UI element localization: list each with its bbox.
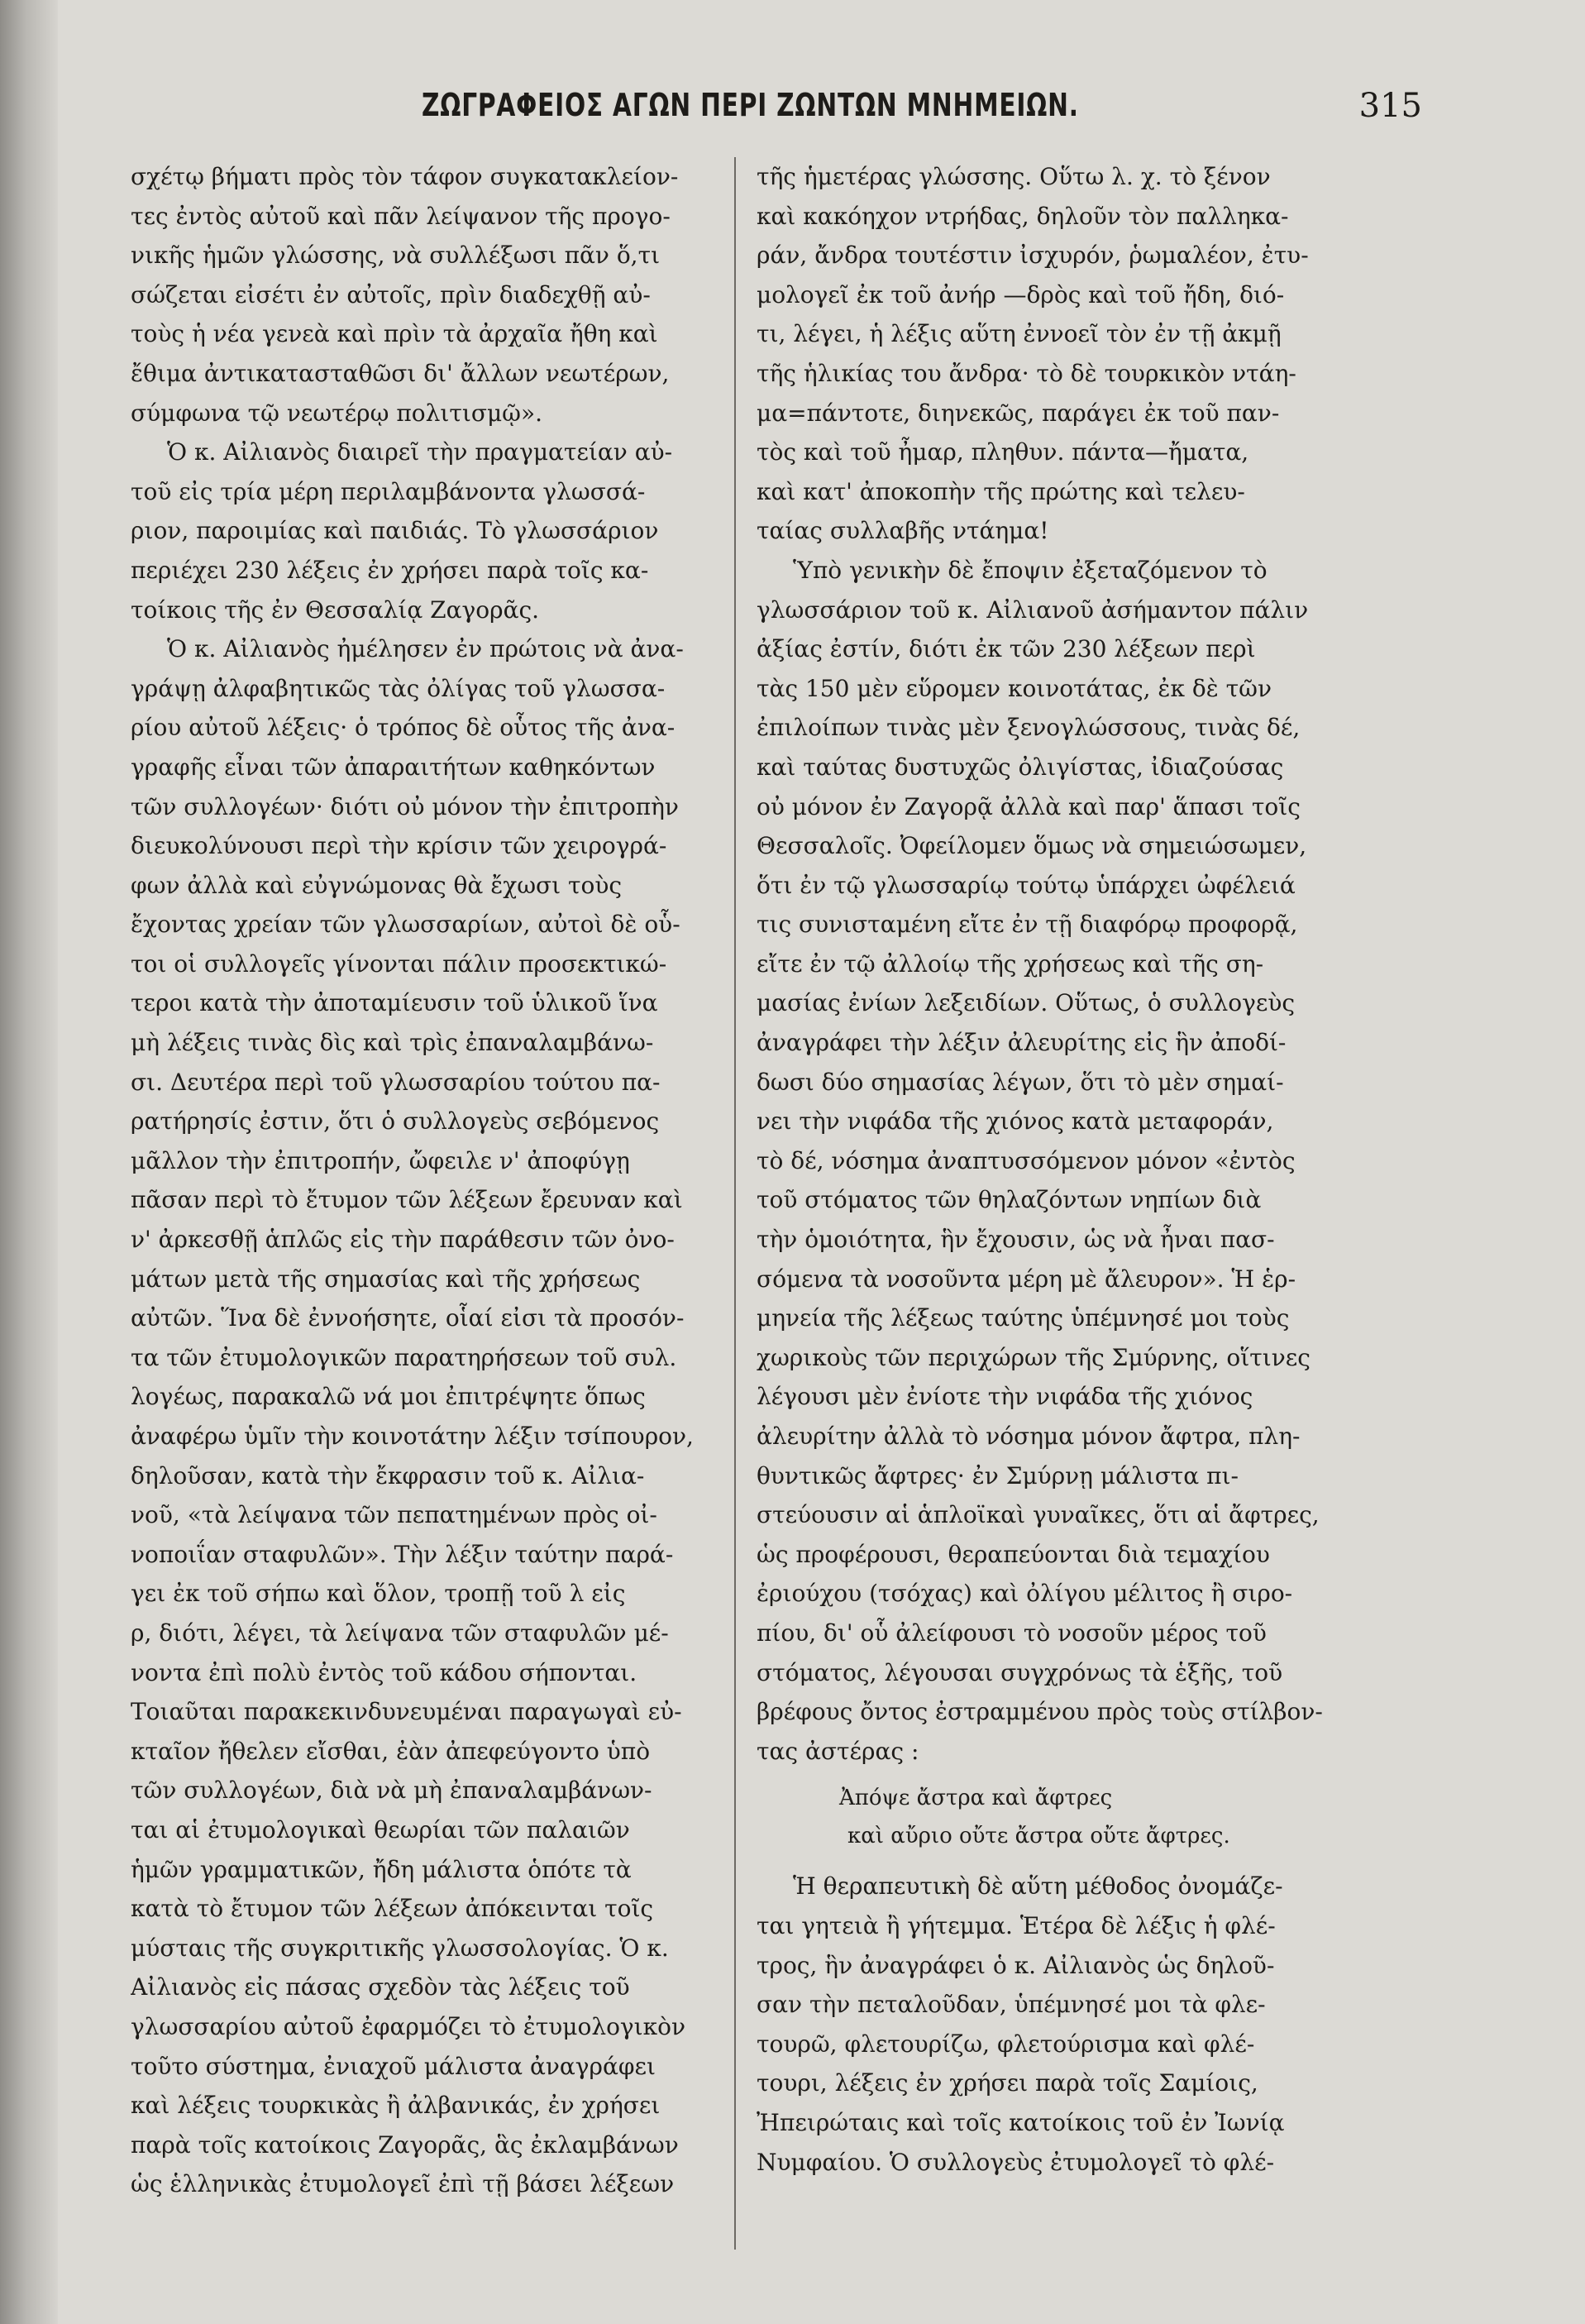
text-line: τες ἐντὸς αὐτοῦ καὶ πᾶν λείψανον τῆς προγο- xyxy=(131,202,671,230)
text-line: γει ἐκ τοῦ σήπω καὶ ὅλον, τροπῇ τοῦ λ εἰς xyxy=(131,1580,626,1608)
text-line: τουρῶ, φλετουρίζω, φλετούρισμα καὶ φλέ- xyxy=(757,2030,1255,2058)
verse-line: Ἀπόψε ἄστρα καὶ ἄφτρες xyxy=(839,1786,1113,1811)
text-line: σώζεται εἰσέτι ἐν αὐτοῖς, πρὶν διαδεχθῇ αὐ- xyxy=(131,280,651,308)
text-line: στεύουσιν αἱ ἁπλοϊκαὶ γυναῖκες, ὅτι αἱ ἄφτρες, xyxy=(757,1501,1320,1529)
text-line: ράν, ἄνδρα τουτέστιν ἰσχυρόν, ῥωμαλέον, ἐτυ- xyxy=(757,241,1309,270)
text-line: καὶ λέξεις τουρκικὰς ἢ ἀλβανικάς, ἐν χρήσει xyxy=(131,2092,661,2120)
text-line: παρὰ τοῖς κατοίκοις Ζαγορᾶς, ἃς ἐκλαμβάνων xyxy=(131,2130,679,2159)
text-line: τῶν συλλογέων· διότι οὐ μόνον τὴν ἐπιτροπὴν xyxy=(131,792,679,820)
text-line: ὡς προφέρουσι, θεραπεύονται διὰ τεμαχίου xyxy=(757,1540,1270,1568)
text-line: τοῦ στόματος τῶν θηλαζόντων νηπίων διὰ xyxy=(757,1186,1262,1214)
text-line: τοῦτο σύστημα, ἐνιαχοῦ μάλιστα ἀναγράφει xyxy=(131,2052,656,2080)
text-line: νοντα ἐπὶ πολὺ ἐντὸς τοῦ κάδου σήπονται. xyxy=(131,1658,637,1686)
text-line: τοίκοις τῆς ἐν Θεσσαλίᾳ Ζαγορᾶς. xyxy=(131,595,540,624)
text-line: ἀξίας ἐστίν, διότι ἐκ τῶν 230 λέξεων περὶ xyxy=(757,635,1256,663)
verse-line: καὶ αὔριο οὔτε ἄστρα οὔτε ἄφτρες. xyxy=(847,1824,1230,1849)
text-line: ἀναφέρω ὑμῖν τὴν κοινοτάτην λέξιν τσίπουρον, xyxy=(131,1423,694,1450)
text-line: κατὰ τὸ ἔτυμον τῶν λέξεων ἀπόκεινται τοῖς xyxy=(131,1895,654,1923)
text-line: γράψῃ ἀλφαβητικῶς τὰς ὀλίγας τοῦ γλωσσα- xyxy=(131,674,666,702)
text-line: μολογεῖ ἐκ τοῦ ἀνήρ —δρὸς καὶ τοῦ ἤδη, διό- xyxy=(757,280,1285,308)
text-line: σόμενα τὰ νοσοῦντα μέρη μὲ ἄλευρον». Ἡ ἑρ- xyxy=(757,1265,1296,1293)
text-line: ται γητειὰ ἢ γήτεμμα. Ἑτέρα δὲ λέξις ἡ φλέ- xyxy=(757,1911,1276,1939)
text-line: ν' ἀρκεσθῇ ἁπλῶς εἰς τὴν παράθεσιν τῶν ὀνο- xyxy=(131,1226,675,1254)
text-line: τοῦ εἰς τρία μέρη περιλαμβάνοντα γλωσσά- xyxy=(131,477,646,505)
text-line: εἴτε ἐν τῷ ἀλλοίῳ τῆς χρήσεως καὶ τῆς ση- xyxy=(757,949,1264,978)
text-line: τας ἀστέρας : xyxy=(757,1737,919,1765)
text-line: ἡμῶν γραμματικῶν, ἤδη μάλιστα ὁπότε τὰ xyxy=(131,1855,632,1883)
text-line: μύσταις τῆς συγκριτικῆς γλωσσολογίας. Ὁ κ. xyxy=(131,1934,669,1962)
text-line: Θεσσαλοῖς. Ὀφείλομεν ὅμως νὰ σημειώσωμεν, xyxy=(757,832,1307,860)
text-line: τεροι κατὰ τὴν ἀποταμίευσιν τοῦ ὑλικοῦ ἵνα xyxy=(131,989,658,1017)
text-line: ἔθιμα ἀντικατασταθῶσι δι' ἄλλων νεωτέρων, xyxy=(131,359,670,387)
text-line: αὐτῶν. Ἵνα δὲ ἐννοήσητε, οἷαί εἰσι τὰ προσόν- xyxy=(131,1304,685,1332)
text-line: χωρικοὺς τῶν περιχώρων τῆς Σμύρνης, οἵτινες xyxy=(757,1343,1310,1371)
text-line: καὶ ταύτας δυστυχῶς ὀλιγίστας, ἰδιαζούσας xyxy=(757,753,1284,781)
text-line: ταίας συλλαβῆς ντάημα! xyxy=(757,517,1049,545)
text-line: μάτων μετὰ τῆς σημασίας καὶ τῆς χρήσεως xyxy=(131,1265,641,1293)
text-line: ἐπιλοίπων τινὰς μὲν ξενογλώσσους, τινὰς δέ, xyxy=(757,714,1301,742)
text-line: τι, λέγει, ἡ λέξις αὕτη ἐννοεῖ τὸν ἐν τῇ ἀκμῇ xyxy=(757,320,1282,348)
text-line: Ὁ κ. Αἰλιανὸς ἠμέλησεν ἐν πρώτοις νὰ ἀνα- xyxy=(167,635,684,663)
text-line: σαν τὴν πεταλοῦδαν, ὑπέμνησέ μοι τὰ φλε- xyxy=(757,1991,1266,2019)
verse-block xyxy=(757,1779,1364,1855)
text-line: μηνεία τῆς λέξεως ταύτης ὑπέμνησέ μοι τοὺς xyxy=(757,1304,1290,1332)
text-line: ἀναγράφει τὴν λέξιν ἀλευρίτης εἰς ἣν ἀποδί- xyxy=(757,1029,1287,1057)
text-line: τῆς ἡμετέρας γλώσσης. Οὕτω λ. χ. τὸ ξένον xyxy=(757,163,1271,190)
text-line: σχέτῳ βήματι πρὸς τὸν τάφον συγκατακλείον- xyxy=(131,163,679,190)
left-column xyxy=(131,157,738,2204)
right-column-text-bottom xyxy=(757,1867,1364,2182)
text-line: Ὑπὸ γενικὴν δὲ ἔποψιν ἐξεταζόμενον τὸ xyxy=(793,556,1268,584)
text-line: γλωσσαρίου αὐτοῦ ἐφαρμόζει τὸ ἐτυμολογικὸν xyxy=(131,2012,686,2040)
text-line: νικῆς ἡμῶν γλώσσης, νὰ συλλέξωσι πᾶν ὅ,τι xyxy=(131,241,661,270)
text-line: τρος, ἣν ἀναγράφει ὁ κ. Αἰλιανὸς ὡς δηλοῦ- xyxy=(757,1951,1275,1979)
right-column xyxy=(757,157,1364,2182)
text-line: ἀλευρίτην ἀλλὰ τὸ νόσημα μόνον ἄφτρα, πλη- xyxy=(757,1423,1301,1450)
text-line: τὸ δέ, νόσημα ἀναπτυσσόμενον μόνον «ἐντὸς xyxy=(757,1146,1296,1174)
text-line: ὅτι ἐν τῷ γλωσσαρίῳ τούτῳ ὑπάρχει ὠφέλειά xyxy=(757,871,1296,899)
text-line: ται αἱ ἐτυμολογικαὶ θεωρίαι τῶν παλαιῶν xyxy=(131,1815,630,1843)
text-line: λογέως, παρακαλῶ νά μοι ἐπιτρέψητε ὅπως xyxy=(131,1383,646,1411)
text-line: νοποιΐαν σταφυλῶν». Τὴν λέξιν ταύτην παρά- xyxy=(131,1540,674,1568)
text-line: σι. Δευτέρα περὶ τοῦ γλωσσαρίου τούτου πα- xyxy=(131,1068,661,1096)
text-line: τὴν ὁμοιότητα, ἣν ἔχουσιν, ὡς νὰ ἦναι πασ- xyxy=(757,1226,1275,1254)
text-line: μὴ λέξεις τινὰς δὶς καὶ τρὶς ἐπαναλαμβάνω- xyxy=(131,1029,654,1057)
text-line: τοι οἱ συλλογεῖς γίνονται πάλιν προσεκτικώ- xyxy=(131,949,667,978)
text-line: μασίας ἐνίων λεξειδίων. Οὕτως, ὁ συλλογεὺς xyxy=(757,989,1296,1017)
text-line: τις συνισταμένη εἴτε ἐν τῇ διαφόρῳ προφορᾷ, xyxy=(757,911,1298,939)
text-line: πίου, δι' οὗ ἀλείφουσι τὸ νοσοῦν μέρος τοῦ xyxy=(757,1619,1267,1647)
text-line: βρέφους ὄντος ἐστραμμένου πρὸς τοὺς στίλβον- xyxy=(757,1698,1323,1726)
text-line: καὶ κακόηχον ντρήδας, δηλοῦν τὸν παλληκα- xyxy=(757,202,1289,230)
text-line: τὸς καὶ τοῦ ἦμαρ, πληθυν. πάντα—ἤματα, xyxy=(757,438,1249,466)
text-line: στόματος, λέγουσαι συγχρόνως τὰ ἑξῆς, τοῦ xyxy=(757,1658,1283,1686)
text-line: γραφῆς εἶναι τῶν ἀπαραιτήτων καθηκόντων xyxy=(131,753,656,781)
text-line: καὶ κατ' ἀποκοπὴν τῆς πρώτης καὶ τελευ- xyxy=(757,477,1245,505)
text-line: τῆς ἡλικίας του ἄνδρα· τὸ δὲ τουρκικὸν ντάη- xyxy=(757,359,1296,387)
text-line: τα τῶν ἐτυμολογικῶν παρατηρήσεων τοῦ συλ. xyxy=(131,1343,677,1371)
text-line: μα=πάντοτε, διηνεκῶς, παράγει ἐκ τοῦ παν- xyxy=(757,399,1280,427)
text-line: ρατήρησίς ἐστιν, ὅτι ὁ συλλογεὺς σεβόμενος xyxy=(131,1107,660,1136)
text-line: οὐ μόνον ἐν Ζαγορᾷ ἀλλὰ καὶ παρ' ἅπασι τοῖς xyxy=(757,792,1301,820)
text-line: Τοιαῦται παρακεκινδυνευμέναι παραγωγαὶ εὐ- xyxy=(131,1698,682,1726)
text-line: ὡς ἑλληνικὰς ἐτυμολογεῖ ἐπὶ τῇ βάσει λέξεων xyxy=(131,2170,675,2198)
text-line: τῶν συλλογέων, διὰ νὰ μὴ ἐπαναλαμβάνων- xyxy=(131,1776,652,1805)
text-line: Ὁ κ. Αἰλιανὸς διαιρεῖ τὴν πραγματείαν αὐ- xyxy=(167,438,673,466)
page-number: 315 xyxy=(1358,87,1422,125)
text-line: λέγουσι μὲν ἐνίοτε τὴν νιφάδα τῆς χιόνος xyxy=(757,1383,1253,1411)
running-head: ΖΩΓΡΑΦΕΙΟΣ ΑΓΩΝ ΠΕΡΙ ΖΩΝΤΩΝ ΜΝΗΜΕΙΩΝ. xyxy=(422,87,1079,123)
text-line: περιέχει 230 λέξεις ἐν χρήσει παρὰ τοῖς κα- xyxy=(131,556,649,584)
text-line: διευκολύνουσι περὶ τὴν κρίσιν τῶν χειρογρά- xyxy=(131,832,667,860)
text-line: δωσι δύο σημασίας λέγων, ὅτι τὸ μὲν σημαί- xyxy=(757,1068,1284,1096)
text-line: φων ἀλλὰ καὶ εὐγνώμονας θὰ ἔχωσι τοὺς xyxy=(131,871,623,899)
right-column-text-top xyxy=(757,157,1364,1771)
text-line: δηλοῦσαν, κατὰ τὴν ἔκφρασιν τοῦ κ. Αἰλια- xyxy=(131,1461,645,1490)
text-line: ἐριούχου (τσόχας) καὶ ὀλίγου μέλιτος ἢ σιρο- xyxy=(757,1580,1293,1608)
text-line: τοὺς ἡ νέα γενεὰ καὶ πρὶν τὰ ἀρχαῖα ἤθη καὶ xyxy=(131,320,658,348)
text-line: Αἰλιανὸς εἰς πάσας σχεδὸν τὰς λέξεις τοῦ xyxy=(131,1973,630,2001)
text-line: νοῦ, «τὰ λείψανα τῶν πεπατημένων πρὸς οἰ- xyxy=(131,1501,657,1529)
binding-shadow xyxy=(0,0,58,2324)
text-line: ριον, παροιμίας καὶ παιδιάς. Τὸ γλωσσάριον xyxy=(131,517,659,545)
text-line: Ἠπειρώταις καὶ τοῖς κατοίκοις τοῦ ἐν Ἰωνίᾳ xyxy=(757,2108,1285,2136)
text-line: μᾶλλον τὴν ἐπιτροπήν, ὤφειλε ν' ἀποφύγῃ xyxy=(131,1146,630,1174)
text-line: γλωσσάριον τοῦ κ. Αἰλιανοῦ ἀσήμαντον πάλιν xyxy=(757,595,1309,624)
text-line: πᾶσαν περὶ τὸ ἔτυμον τῶν λέξεων ἔρευναν καὶ xyxy=(131,1186,683,1214)
text-line: Ἡ θεραπευτικὴ δὲ αὕτη μέθοδος ὀνομάζε- xyxy=(793,1872,1283,1901)
text-line: Νυμφαίου. Ὁ συλλογεὺς ἐτυμολογεῖ τὸ φλέ- xyxy=(757,2148,1275,2176)
text-line: νει τὴν νιφάδα τῆς χιόνος κατὰ μεταφοράν, xyxy=(757,1107,1274,1136)
text-line: τουρι, λέξεις ἐν χρήσει παρὰ τοῖς Σαμίοις, xyxy=(757,2069,1258,2097)
text-line: ρ, διότι, λέγει, τὰ λείψανα τῶν σταφυλῶν μέ- xyxy=(131,1619,669,1647)
text-line: σύμφωνα τῷ νεωτέρῳ πολιτισμῷ». xyxy=(131,399,542,427)
text-line: θυντικῶς ἄφτρες· ἐν Σμύρνῃ μάλιστα πι- xyxy=(757,1461,1239,1490)
text-line: ἔχοντας χρείαν τῶν γλωσσαρίων, αὐτοὶ δὲ οὗ- xyxy=(131,911,680,939)
text-line: ρίου αὐτοῦ λέξεις· ὁ τρόπος δὲ οὗτος τῆς ἀνα- xyxy=(131,714,676,742)
column-divider xyxy=(734,157,736,2250)
text-line: τὰς 150 μὲν εὕρομεν κοινοτάτας, ἐκ δὲ τῶν xyxy=(757,674,1272,702)
text-line: κταῖον ἤθελεν εἴσθαι, ἐὰν ἀπεφεύγοντο ὑπὸ xyxy=(131,1737,651,1765)
page-header xyxy=(132,87,1422,136)
